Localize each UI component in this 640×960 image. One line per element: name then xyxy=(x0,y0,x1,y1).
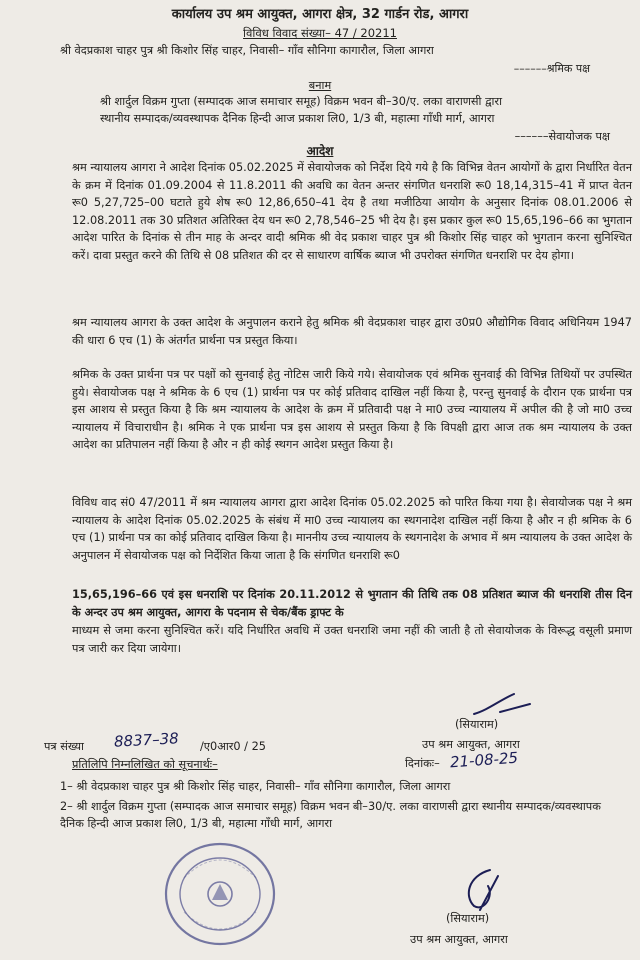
letter-number-value: 8837–38 xyxy=(113,729,180,751)
order-paragraph-3: श्रमिक के उक्त प्रार्थना पत्र पर पक्षों को सुनवाई हेतु नोटिस जारी किये गये। सेवायोजक एवं श्रमिक सुनवाई की विभिन्न तिथियों पर उपस्थित हुये। सेवायोजक पक्ष ने श्रमिक के 6 एच (1) प्रार्थना पत्र पर कोई प्रतिवाद दाखिल नहीं किया है, परन्तु सुनवाई के दौरान एक प्रार्थना पत्र इस आशय से प्रस्तुत किया है कि श्रम न्यायालय के आदेश के क्रम में प्रतिवादी पक्ष ने मा0 उच्च न्यायालय में अपील की है जो मा0 उच्च न्यायालय में विचाराधीन है। श्रमिक ने एक प्रार्थना पत्र इस आशय से प्रस्तुत किया है कि विपक्षी द्वारा आज तक श्रम न्यायालय के उक्त आदेश का प्रतिपालन नहीं किया है और न ही कोई स्थगन आदेश प्रस्तुत किया है। xyxy=(72,368,632,452)
order-paragraph-1: श्रम न्यायालय आगरा ने आदेश दिनांक 05.02.2025 में सेवायोजक को निर्देश दिये गये है कि विभिन्न वेतन आयोगों के द्वारा निर्धारित वेतन के क्रम में दिनांक 01.09.2004 से 11.8.2011 की अवधि का वेतन अन्तर संगणित धनराशि रू0 18,14,315–41 में प्राप्त वेतन रू0 5,27,725–00 घटाते हुये शेष रू0 12,86,650–41 देय है तथा मजीठिया आयोग के अनुसार दिनांक 08.01.2006 से 12.08.2011 तक 30 प्रतिशत अतिरिक्त देय धन रू0 2,78,546–25 भी देय है। इस प्रकार कुल रू0 15,65,196–66 का भुगतान आदेश पारित के दिनांक से तीन माह के अन्दर वादी श्रमिक श्री वेद प्रकाश चाहर पुत्र श्री किशोर सिंह चाहर को भुगतान करना सुनिश्चित करें। दावा प्रस्तुत करने की तिथि से 08 प्रतिशत की दर से साधारण वार्षिक ब्याज भी उपरोक्त संगणित धनराशि पर देय होगा। xyxy=(72,161,632,262)
order-paragraph-4: विविध वाद सं0 47/2011 में श्रम न्यायालय आगरा द्वारा आदेश दिनांक 05.02.2025 को पारित किया गया है। सेवायोजक पक्ष ने श्रम न्यायालय के आदेश दिनांक 05.02.2025 के संबंध में मा0 उच्च न्यायालय का स्थगनादेश दाखिल नहीं किया है और न ही श्रमिक के 6 एच (1) प्रार्थना पत्र का कोई प्रतिवाद दाखिल किया है। माननीय उच्च न्यायालय के स्थगनादेश के अभाव में श्रम न्यायालय के उक्त आदेश के अनुपालन में सेवायोजक पक्ष को निर्देशित किया जाता है कि संगणित धनराशि रू0 xyxy=(72,496,632,562)
order-paragraph-5: 15,65,196–66 एवं इस धनराशि पर दिनांक 20.11.2012 से भुगतान की तिथि तक 08 प्रतिशत ब्याज की धनराशि तीस दिन के अन्दर उप श्रम आयुक्त, आगरा के पदनाम से चेक/बैंक ड्राफ्ट के xyxy=(72,588,632,619)
order-heading: आदेश xyxy=(306,144,334,158)
employer-line-1: श्री शार्दुल विक्रम गुप्ता (सम्पादक आज समाचार समूह) विक्रम भवन बी–30/ए. लका वाराणसी द्वारा xyxy=(100,95,503,108)
signatory-designation: उप श्रम आयुक्त, आगरा xyxy=(422,738,520,751)
office-title: कार्यालय उप श्रम आयुक्त, आगरा क्षेत्र, 32 गार्डन रोड, आगरा xyxy=(171,7,469,22)
copy-to-item-2: 2– श्री शार्दुल विक्रम गुप्ता (सम्पादक आज समाचार समूह) विक्रम भवन बी–30/ए. लका वाराणसी द्वारा स्थानीय सम्पादक/व्यवस्थापक दैनिक हिन्दी आज प्रकाश लि0, 1/3 बी, महात्मा गाँधी मार्ग, आगरा xyxy=(60,800,601,831)
signature-scribble-1 xyxy=(470,690,540,718)
case-number: विविध विवाद संख्या– 47 / 20211 xyxy=(243,26,397,40)
letter-number-label: पत्र संख्या xyxy=(44,740,84,753)
employer-party-label: ––––––सेवायोजक पक्ष xyxy=(514,130,610,143)
signatory-designation-2: उप श्रम आयुक्त, आगरा xyxy=(410,933,508,946)
copy-to-heading: प्रतिलिपि निम्नलिखित को सूचनार्थः– xyxy=(72,758,218,771)
signatory-name: (सियाराम) xyxy=(455,718,499,731)
order-paragraph-6: माध्यम से जमा करना सुनिश्चित करें। यदि निर्धारित अवधि में उक्त धनराशि जमा नहीं की जाती है तो सेवायोजक के विरूद्ध वसूली प्रमाण पत्र जारी कर दिया जायेगा। xyxy=(72,624,632,655)
worker-line: श्री वेदप्रकाश चाहर पुत्र श्री किशोर सिंह चाहर, निवासी– गाँव सौनिगा कागारौल, जिला आगरा xyxy=(60,44,434,57)
versus-label: बनाम xyxy=(308,79,332,92)
date-label: दिनांकः– xyxy=(405,757,440,770)
worker-party-label: ––––––श्रमिक पक्ष xyxy=(513,62,590,75)
letter-number-suffix: /ए0आर0 / 25 xyxy=(200,740,266,753)
date-value: 21-08-25 xyxy=(449,748,519,772)
signatory-name-2: (सियाराम) xyxy=(446,912,490,925)
employer-block xyxy=(100,94,620,127)
order-paragraph-2: श्रम न्यायालय आगरा के उक्त आदेश के अनुपालन कराने हेतु श्रमिक श्री वेदप्रकाश चाहर द्वारा उ0प्र0 औद्योगिक विवाद अधिनियम 1947 की धारा 6 एच (1) के अंतर्गत प्रार्थना पत्र प्रस्तुत किया। xyxy=(72,316,632,347)
employer-line-2: स्थानीय सम्पादक/व्यवस्थापक दैनिक हिन्दी आज प्रकाश लि0, 1/3 बी, महात्मा गाँधी मार्ग, आगरा xyxy=(100,111,495,125)
official-stamp xyxy=(160,838,280,950)
copy-to-item-1: 1– श्री वेदप्रकाश चाहर पुत्र श्री किशोर सिंह चाहर, निवासी– गाँव सौनिगा कागारौल, जिला आगरा xyxy=(60,780,451,793)
signature-scribble-2 xyxy=(458,866,504,914)
